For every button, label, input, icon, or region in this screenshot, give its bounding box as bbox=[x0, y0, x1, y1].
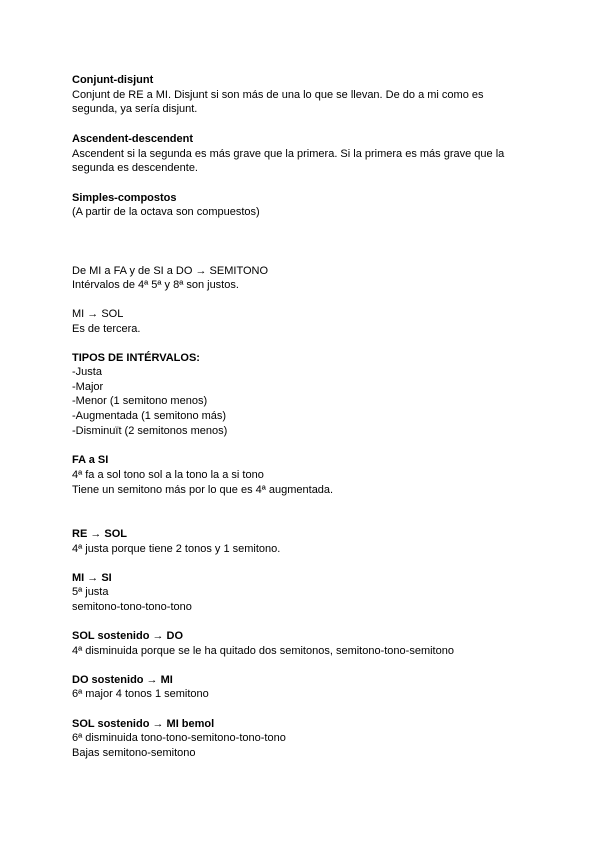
text-line: 6ª major 4 tonos 1 semitono bbox=[72, 688, 209, 700]
text-line: 4ª justa porque tiene 2 tonos y 1 semitono. bbox=[72, 543, 281, 555]
text-line: Conjunt de RE a MI. Disjunt si son más de una lo que se llevan. De do a mi como es bbox=[72, 89, 484, 101]
list-item: -Menor (1 semitono menos) bbox=[72, 395, 208, 407]
heading-tipos: TIPOS DE INTÉRVALOS: bbox=[72, 352, 200, 364]
heading-fa-si: FA a SI bbox=[72, 454, 109, 466]
heading-sol-do: SOL sostenido → DO bbox=[72, 630, 184, 642]
heading-re-sol: RE → SOL bbox=[72, 528, 128, 540]
text-line: (A partir de la octava son compuestos) bbox=[72, 206, 260, 218]
list-item: -Augmentada (1 semitono más) bbox=[72, 410, 227, 422]
list-item: -Disminuït (2 semitonos menos) bbox=[72, 425, 228, 437]
text-line: 4ª disminuida porque se le ha quitado dos semitonos, semitono-tono-semitono bbox=[72, 645, 454, 657]
heading-mi-si: MI → SI bbox=[72, 572, 112, 584]
text-line: Ascendent si la segunda es más grave que la primera. Si la primera es más grave que la bbox=[72, 148, 505, 160]
text-line: Bajas semitono-semitono bbox=[72, 747, 196, 759]
text-line: 4ª fa a sol tono sol a la tono la a si tono bbox=[72, 469, 264, 481]
text-line: Intérvalos de 4ª 5ª y 8ª son justos. bbox=[72, 279, 239, 291]
text-line: segunda es descendente. bbox=[72, 162, 198, 174]
text-line: Tiene un semitono más por lo que es 4ª augmentada. bbox=[72, 484, 334, 496]
text-line: MI → SOL bbox=[72, 308, 124, 320]
heading-sol-mi: SOL sostenido → MI bemol bbox=[72, 718, 215, 730]
text-line: segunda, ya sería disjunt. bbox=[72, 103, 198, 115]
text-line: 6ª disminuida tono-tono-semitono-tono-tono bbox=[72, 732, 286, 744]
text-line: Es de tercera. bbox=[72, 323, 141, 335]
heading-do-mi: DO sostenido → MI bbox=[72, 674, 173, 686]
list-item: -Justa bbox=[72, 366, 102, 378]
text-line: 5ª justa bbox=[72, 586, 109, 598]
heading-simples: Simples-compostos bbox=[72, 192, 177, 204]
list-item: -Major bbox=[72, 381, 104, 393]
heading-ascendent: Ascendent-descendent bbox=[72, 133, 194, 145]
text-line: De MI a FA y de SI a DO → SEMITONO bbox=[72, 265, 269, 277]
text-line: semitono-tono-tono-tono bbox=[72, 601, 192, 613]
heading-conjunt: Conjunt-disjunt bbox=[72, 74, 154, 86]
